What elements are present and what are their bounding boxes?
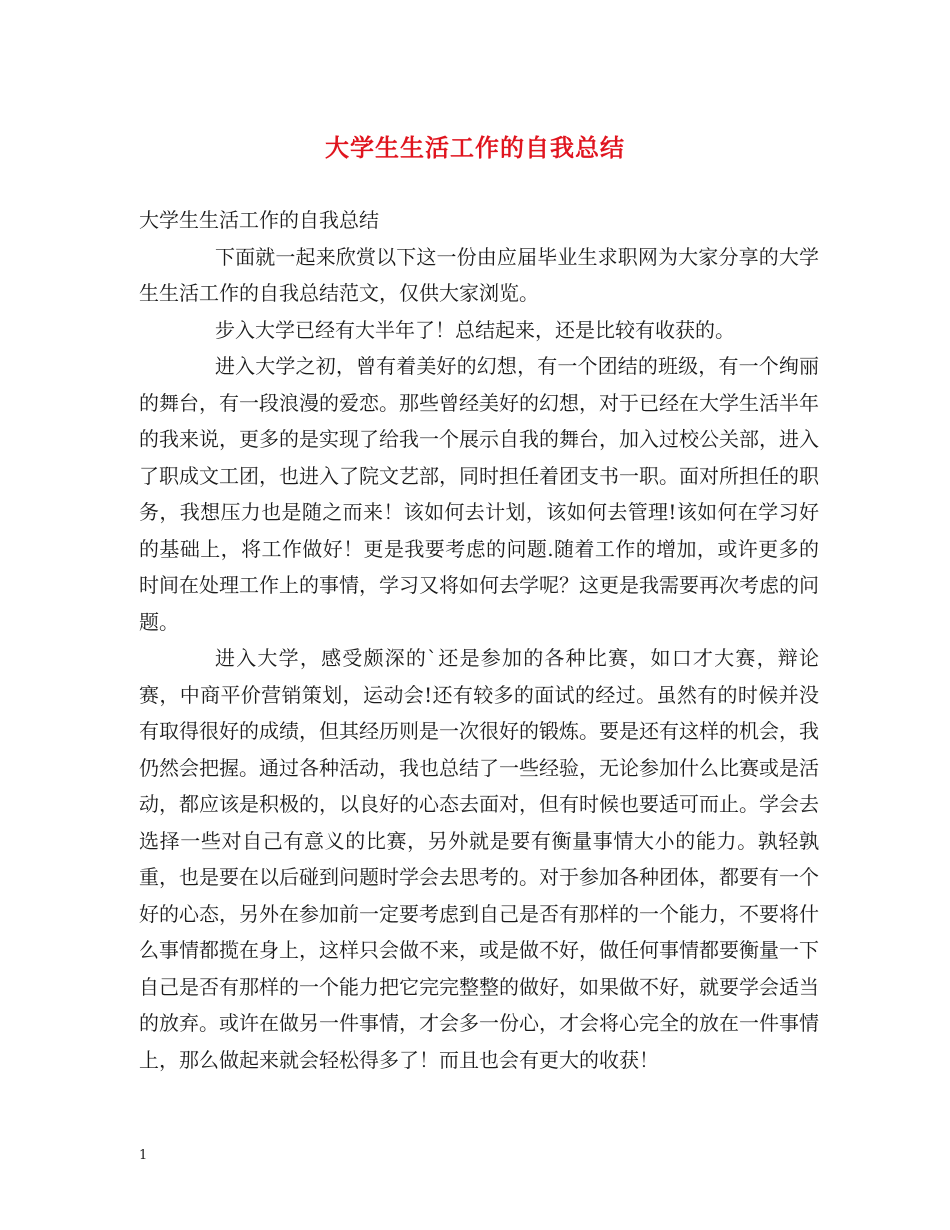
document-title: 大学生生活工作的自我总结 [325,133,625,162]
paragraph-intro: 下面就一起来欣赏以下这一份由应届毕业生求职网为大家分享的大学生生活工作的自我总结范文，仅供大家浏览。 [139,244,819,305]
paragraph-competitions: 进入大学，感受颇深的`还是参加的各种比赛，如口才大赛，辩论赛，中商平价营销策划，运动会!还有较多的面试的经过。虽然有的时候并没有取得很好的成绩，但其经历则是一次很好的锻炼。要是还有这样的机会，我仍然会把握。通过各种活动，我也总结了一些经验，无论参加什么比赛或是活动，都应该是积极的，以良好的心态去面对，但有时候也要适可而止。学会去选择一些对自己有意义的比赛，另外就是要有衡量事情大小的能力。孰轻孰重，也是要在以后碰到问题时学会去思考的。对于参加各种团体，都要有一个好的心态，另外在参加前一定要考虑到自己是否有那样的一个能力，不要将什么事情都揽在身上，这样只会做不来，或是做不好，做任何事情都要衡量一下自己是否有那样的一个能力把它完完整整的做好，如果做不好，就要学会适当的放弃。或许在做另一件事情，才会多一份心，才会将心完全的放在一件事情上，那么做起来就会轻松得多了！而且也会有更大的收获！ [139,646,819,1072]
document-body [139,202,819,1078]
paragraph-beginning: 进入大学之初，曾有着美好的幻想，有一个团结的班级，有一个绚丽的舞台，有一段浪漫的爱恋。那些曾经美好的幻想，对于已经在大学生活半年的我来说，更多的是实现了给我一个展示自我的舞台，加入过校公关部，进入了职成文工团，也进入了院文艺部，同时担任着团支书一职。面对所担任的职务，我想压力也是随之而来！该如何去计划，该如何去管理!该如何在学习好的基础上，将工作做好！更是我要考虑的问题.随着工作的增加，或许更多的时间在处理工作上的事情，学习又将如何去学呢？这更是我需要再次考虑的问题。 [139,354,819,634]
page-number: 1 [139,1148,148,1163]
paragraph-summary: 步入大学已经有大半年了！总结起来，还是比较有收获的。 [215,317,735,342]
document-subtitle: 大学生生活工作的自我总结 [139,208,379,232]
